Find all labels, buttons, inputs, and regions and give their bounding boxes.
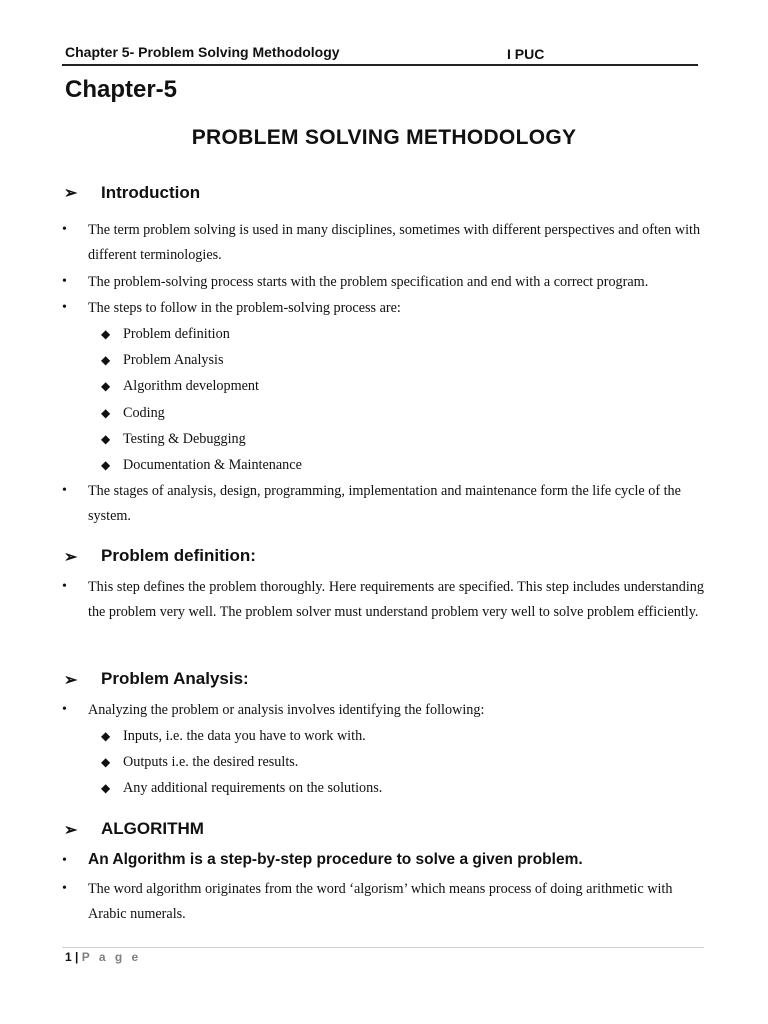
section-heading-introduction: Introduction: [101, 183, 201, 202]
footer-rule: [62, 947, 704, 948]
bullet-icon: •: [62, 702, 67, 717]
step-item: Coding: [123, 405, 165, 421]
arrow-icon: ➢: [64, 185, 78, 202]
header-rule: [62, 64, 698, 66]
algorithm-definition: An Algorithm is a step-by-step procedure to solve a given problem.: [88, 851, 583, 868]
bullet-icon: •: [62, 881, 67, 896]
algorithm-bullet-2: The word algorithm originates from the word ‘algorism’ which means process of doing arithmetic with Arabic numerals.: [88, 881, 673, 922]
diamond-icon: ◆: [101, 781, 111, 795]
diamond-icon: ◆: [101, 379, 111, 393]
bullet-icon: •: [62, 300, 67, 315]
diamond-icon: ◆: [101, 432, 111, 446]
diamond-icon: ◆: [101, 406, 111, 420]
analysis-item: Outputs i.e. the desired results.: [123, 754, 299, 770]
diamond-icon: ◆: [101, 755, 111, 769]
bullet-icon: •: [62, 579, 67, 594]
page-number: 1: [65, 950, 72, 964]
page-label: P a g e: [81, 950, 142, 964]
step-item: Testing & Debugging: [123, 431, 246, 447]
header-right: I PUC: [507, 46, 545, 62]
step-item: Documentation & Maintenance: [123, 457, 302, 473]
intro-bullet-3: The steps to follow in the problem-solving process are:: [88, 300, 401, 316]
diamond-icon: ◆: [101, 353, 111, 367]
section-heading-definition: Problem definition:: [101, 546, 256, 565]
analysis-item: Inputs, i.e. the data you have to work with.: [123, 728, 366, 744]
diamond-icon: ◆: [101, 729, 111, 743]
analysis-item: Any additional requirements on the solutions.: [123, 780, 383, 796]
arrow-icon: ➢: [64, 672, 78, 689]
definition-bullet-1: This step defines the problem thoroughly. Here requirements are specified. This step includes understanding the problem very well. The problem solver must understand problem very well to solve problem efficiently.: [88, 579, 704, 620]
step-item: Problem definition: [123, 326, 230, 342]
intro-bullet-2: The problem-solving process starts with the problem specification and end with a correct program.: [88, 274, 649, 290]
diamond-icon: ◆: [101, 458, 111, 472]
arrow-icon: ➢: [64, 822, 78, 839]
section-heading-analysis: Problem Analysis:: [101, 669, 249, 688]
analysis-bullet-1: Analyzing the problem or analysis involves identifying the following:: [88, 702, 485, 718]
page-title: PROBLEM SOLVING METHODOLOGY: [191, 126, 577, 149]
step-item: Algorithm development: [123, 378, 259, 394]
bullet-icon: •: [62, 853, 67, 868]
bullet-icon: •: [62, 483, 67, 498]
intro-bullet-1: The term problem solving is used in many disciplines, sometimes with different perspectives and often with different terminologies.: [88, 222, 701, 263]
diamond-icon: ◆: [101, 327, 111, 341]
bullet-icon: •: [62, 222, 67, 237]
page-footer: [65, 950, 141, 964]
footer-separator: |: [75, 950, 79, 964]
step-item: Problem Analysis: [123, 352, 224, 368]
arrow-icon: ➢: [64, 549, 78, 566]
section-heading-algorithm: ALGORITHM: [101, 819, 204, 838]
chapter-label: Chapter-5: [65, 76, 178, 103]
intro-bullet-4: The stages of analysis, design, programming, implementation and maintenance form the life cycle of the system.: [88, 483, 681, 524]
bullet-icon: •: [62, 274, 67, 289]
header-left: Chapter 5- Problem Solving Methodology: [65, 44, 340, 60]
